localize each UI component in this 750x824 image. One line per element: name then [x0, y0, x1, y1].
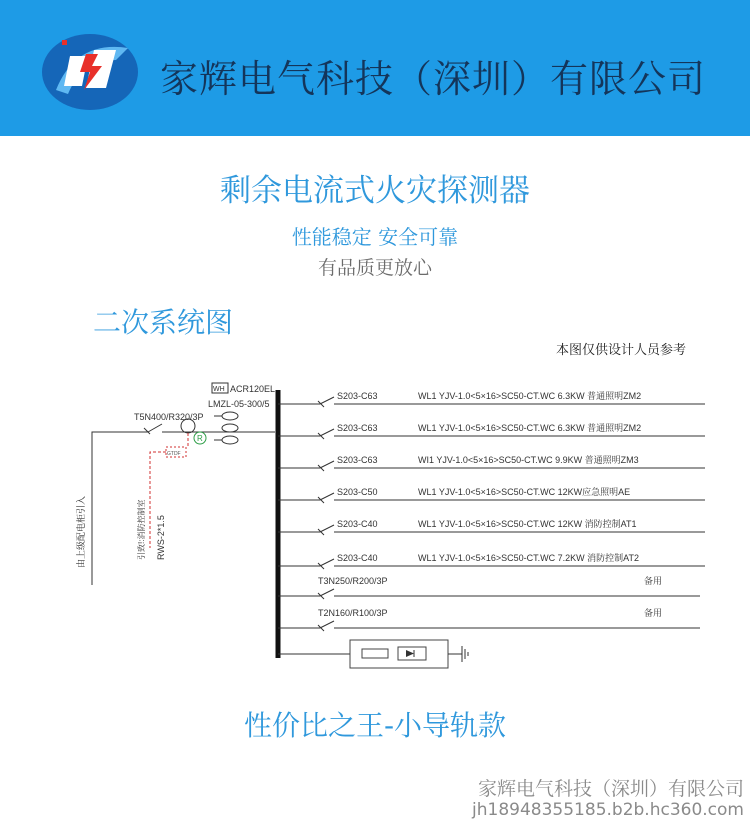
branch-breaker-symbol	[320, 429, 334, 436]
svg-text:R: R	[197, 434, 203, 443]
branch-breaker-symbol	[320, 559, 334, 566]
circuit-spec: WL1 YJV-1.0<5×16>SC50-CT.WC 12KW应急照明AE	[418, 487, 631, 497]
branch-breaker-symbol	[320, 525, 334, 532]
circuit-breaker-label: S203-C63	[337, 423, 378, 433]
circuit-spec: WL1 YJV-1.0<5×16>SC50-CT.WC 7.2KW 消防控制AT2	[418, 553, 639, 563]
spare-breaker-symbol	[320, 621, 334, 628]
spare-label: 备用	[644, 576, 663, 586]
circuit-row	[278, 486, 705, 503]
circuit-row	[278, 552, 705, 569]
circuit-spec: WI1 YJV-1.0<5×16>SC50-CT.WC 9.9KW 普通照明ZM3	[418, 455, 639, 465]
circuit-row	[278, 390, 705, 407]
branch-breaker-symbol	[320, 461, 334, 468]
incoming-label: 由上级配电柜引入	[76, 495, 86, 568]
detector-code: GTDF	[167, 451, 181, 457]
circuit-row	[278, 422, 705, 439]
detector-cable: RWS-2*1.5	[156, 515, 166, 560]
meter-prefix: WH	[213, 386, 225, 393]
product-model-title: 性价比之王-小导轨款	[243, 709, 507, 742]
circuit-breaker-label: S203-C40	[337, 553, 378, 563]
branch-breaker-symbol	[320, 493, 334, 500]
circuit-spec: WL1 YJV-1.0<5×16>SC50-CT.WC 6.3KW 普通照明ZM2	[418, 391, 642, 401]
circuit-breaker-label: S203-C50	[337, 487, 378, 497]
slogan-primary: 性能稳定 安全可靠	[291, 225, 459, 249]
circuit-breaker-label: S203-C63	[337, 455, 378, 465]
section-title: 二次系统图	[93, 306, 234, 339]
watermark-url: jh18948355185.b2b.hc360.com	[472, 800, 744, 820]
spare-breaker-label: T2N160/R100/3P	[318, 608, 388, 618]
diagram-note: 本图仅供设计人员参考	[556, 342, 687, 357]
product-title: 剩余电流式火灾探测器	[220, 173, 530, 209]
secondary-system-diagram	[0, 330, 750, 690]
circuit-spec: WL1 YJV-1.0<5×16>SC50-CT.WC 12KW 消防控制AT1	[418, 519, 637, 529]
surge-protector-box	[350, 640, 448, 668]
watermark-company: 家辉电气科技（深圳）有限公司	[477, 778, 744, 800]
meter-label: ACR120EL	[230, 384, 276, 394]
ct-label: LMZL-05-300/5	[208, 399, 270, 409]
header-banner	[0, 0, 750, 136]
slogan-secondary: 有品质更放心	[317, 257, 432, 279]
branch-breaker-symbol	[320, 397, 334, 404]
spare-row	[278, 575, 700, 599]
main-breaker-label: T5N400/R320/3P	[134, 412, 204, 422]
circuit-breaker-label: S203-C40	[337, 519, 378, 529]
company-logo	[36, 20, 148, 118]
circuit-spec: WL1 YJV-1.0<5×16>SC50-CT.WC 6.3KW 普通照明ZM2	[418, 423, 642, 433]
main-breaker-symbol	[148, 424, 162, 432]
detector-note: 引致!:消防控制室	[137, 499, 146, 560]
circuit-row	[278, 518, 705, 535]
spare-breaker-symbol	[320, 589, 334, 596]
circuit-row	[278, 454, 705, 471]
spare-row	[278, 607, 700, 631]
spare-label: 备用	[644, 608, 663, 618]
spare-breaker-label: T3N250/R200/3P	[318, 576, 388, 586]
company-name: 家辉电气科技（深圳）有限公司	[160, 57, 707, 101]
circuit-breaker-label: S203-C63	[337, 391, 378, 401]
